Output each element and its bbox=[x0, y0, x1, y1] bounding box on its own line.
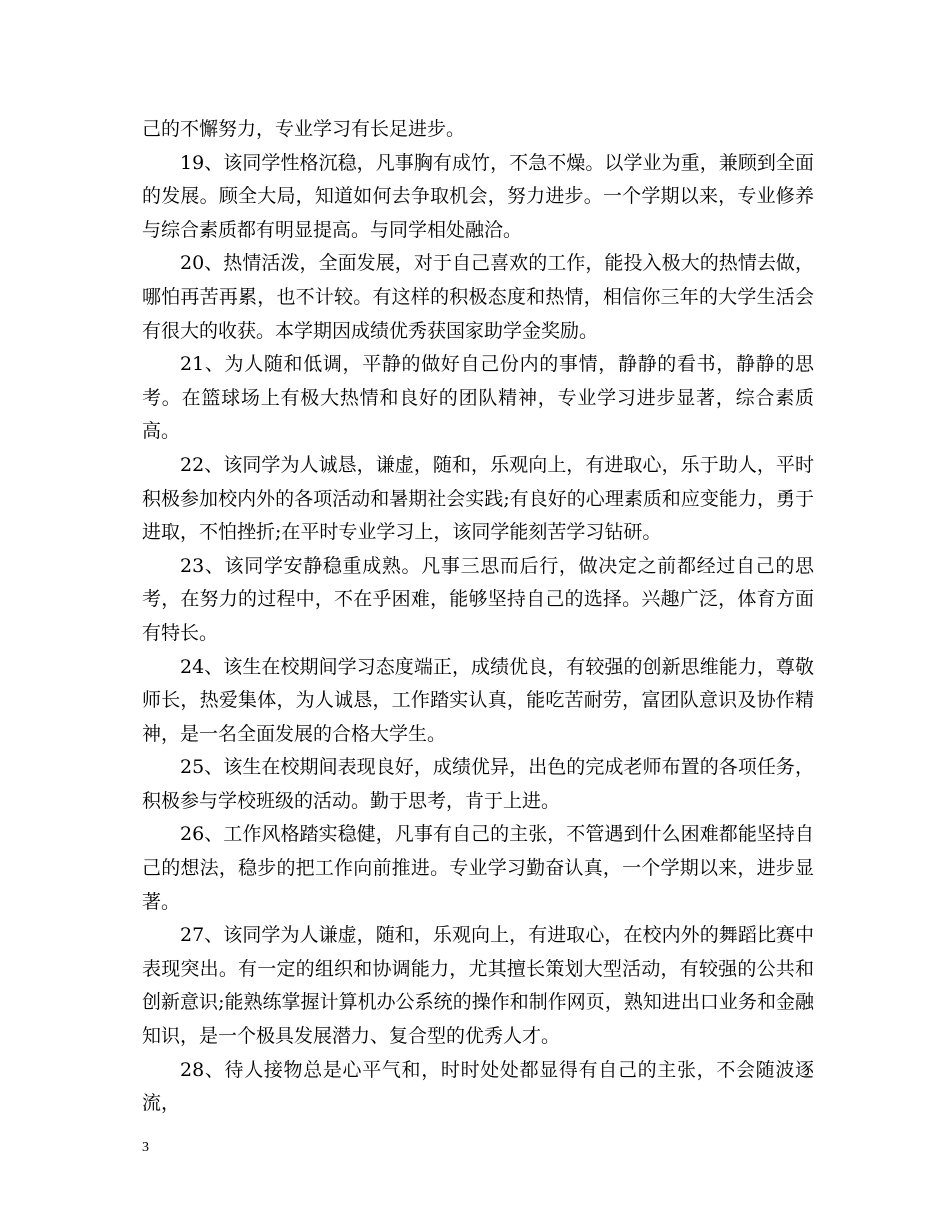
paragraph-continuation: 己的不懈努力，专业学习有长足进步。 bbox=[142, 118, 466, 140]
paragraph-24: 24、该生在校期间学习态度端正，成绩优良，有较强的创新思维能力，尊敬师长，热爱集体，为人诚恳，工作踏实认真，能吃苦耐劳，富团队意识及协作精神，是一名全面发展的合格大学生。 bbox=[142, 655, 814, 745]
page-number: 3 bbox=[142, 1140, 149, 1155]
paragraph-26: 26、工作风格踏实稳健，凡事有自己的主张，不管遇到什么困难都能坚持自己的想法，稳步的把工作向前推进。专业学习勤奋认真，一个学期以来，进步显著。 bbox=[142, 823, 814, 913]
paragraph-22: 22、该同学为人诚恳，谦虚，随和，乐观向上，有进取心，乐于助人，平时积极参加校内外的各项活动和暑期社会实践;有良好的心理素质和应变能力，勇于进取，不怕挫折;在平时专业学习上，该同学能刻苦学习钻研。 bbox=[142, 453, 814, 544]
paragraph-25: 25、该生在校期间表现良好，成绩优异，出色的完成老师布置的各项任务，积极参与学校班级的活动。勤于思考，肯于上进。 bbox=[142, 756, 814, 812]
paragraph-23: 23、该同学安静稳重成熟。凡事三思而后行，做决定之前都经过自己的思考，在努力的过程中，不在乎困难，能够坚持自己的选择。兴趣广泛，体育方面有特长。 bbox=[142, 554, 814, 644]
paragraph-28: 28、待人接物总是心平气和，时时处处都显得有自己的主张，不会随波逐流， bbox=[142, 1058, 814, 1115]
paragraph-19: 19、该同学性格沉稳，凡事胸有成竹，不急不燥。以学业为重，兼顾到全面的发展。顾全大局，知道如何去争取机会，努力进步。一个学期以来，专业修养与综合素质都有明显提高。与同学相处融洽。 bbox=[142, 151, 814, 241]
document-body bbox=[142, 113, 814, 1121]
paragraph-27: 27、该同学为人谦虚，随和，乐观向上，有进取心，在校内外的舞蹈比赛中表现突出。有一定的组织和协调能力，尤其擅长策划大型活动，有较强的公共和创新意识;能熟练掌握计算机办公系统的操作和制作网页，熟知进出口业务和金融知识，是一个极具发展潜力、复合型的优秀人才。 bbox=[142, 924, 814, 1048]
paragraph-21: 21、为人随和低调，平静的做好自己份内的事情，静静的看书，静静的思考。在篮球场上有极大热情和良好的团队精神，专业学习进步显著，综合素质高。 bbox=[142, 353, 814, 443]
paragraph-20: 20、热情活泼，全面发展，对于自己喜欢的工作，能投入极大的热情去做，哪怕再苦再累，也不计较。有这样的积极态度和热情，相信你三年的大学生活会有很大的收获。本学期因成绩优秀获国家助学金奖励。 bbox=[142, 252, 814, 342]
